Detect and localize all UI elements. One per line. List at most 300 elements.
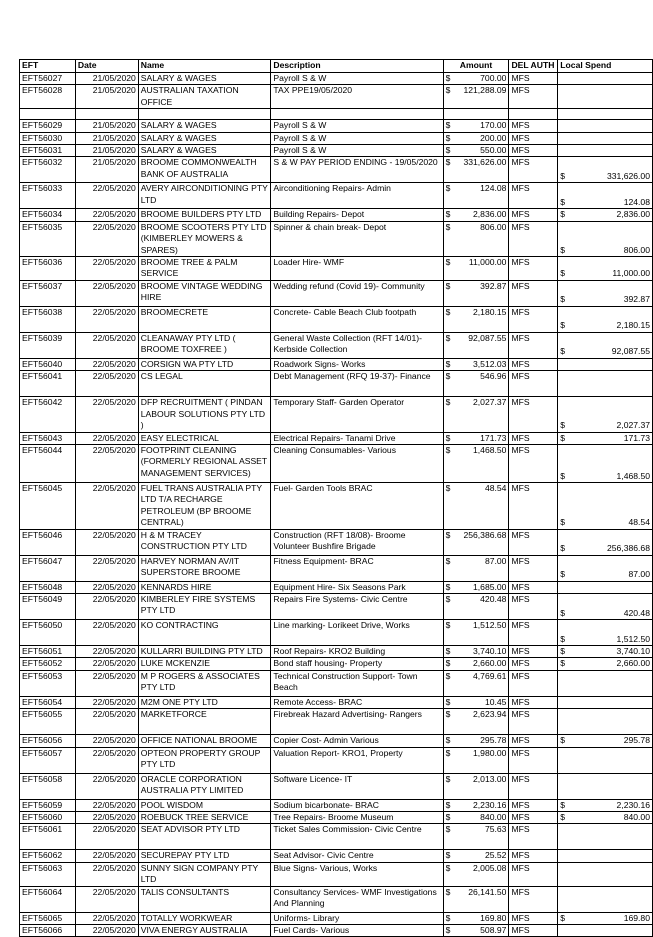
cell-amount <box>443 120 509 132</box>
currency-symbol: $ <box>560 420 566 431</box>
currency-symbol: $ <box>560 346 566 357</box>
table-row <box>20 444 653 482</box>
currency-symbol: $ <box>445 824 451 835</box>
currency-symbol: $ <box>445 257 451 268</box>
local-spend-value: 2,027.37 <box>616 420 650 431</box>
header-amount: Amount <box>443 60 509 73</box>
cell-name: SALARY & WAGES <box>138 120 271 132</box>
amount-value: 392.87 <box>480 280 507 291</box>
cell-eft: EFT56056 <box>20 735 76 747</box>
cell-name: ORACLE CORPORATION AUSTRALIA PTY LIMITED <box>138 773 271 799</box>
cell-eft: EFT56033 <box>20 183 76 209</box>
cell-description: Loader Hire- WMF <box>271 257 443 281</box>
cell-name: TALIS CONSULTANTS <box>138 886 271 912</box>
table-row <box>20 529 653 555</box>
amount-value: 87.00 <box>484 555 507 566</box>
currency-symbol: $ <box>445 645 451 656</box>
cell-eft: EFT56065 <box>20 912 76 924</box>
local-spend-value: 331,626.00 <box>606 171 650 182</box>
cell-del-auth <box>509 109 558 120</box>
cell-name: BROOME SCOOTERS PTY LTD (KIMBERLEY MOWERS & SPARES) <box>138 221 271 256</box>
cell-local-spend <box>558 157 653 183</box>
table-row <box>20 850 653 862</box>
cell-amount <box>443 157 509 183</box>
cell-eft: EFT56049 <box>20 593 76 619</box>
cell-date: 22/05/2020 <box>75 645 138 657</box>
cell-description: Construction (RFT 18/08)- Broome Volunteer Bushfire Brigade <box>271 529 443 555</box>
cell-name: OPTEON PROPERTY GROUP PTY LTD <box>138 747 271 773</box>
table-row <box>20 593 653 619</box>
cell-name: CORSIGN WA PTY LTD <box>138 358 271 370</box>
cell-name: EASY ELECTRICAL <box>138 432 271 444</box>
currency-symbol: $ <box>445 397 451 408</box>
cell-eft: EFT56037 <box>20 280 76 306</box>
currency-symbol: $ <box>560 735 566 746</box>
cell-amount <box>443 73 509 85</box>
cell-date: 22/05/2020 <box>75 221 138 256</box>
currency-symbol: $ <box>445 850 451 861</box>
table-row <box>20 747 653 773</box>
cell-date: 22/05/2020 <box>75 555 138 581</box>
amount-value: 75.63 <box>484 824 507 835</box>
cell-description: Ticket Sales Commission- Civic Centre <box>271 824 443 850</box>
cell-date: 22/05/2020 <box>75 257 138 281</box>
currency-symbol: $ <box>445 925 451 935</box>
cell-description: Fuel- Garden Tools BRAC <box>271 482 443 529</box>
cell-local-spend <box>558 221 653 256</box>
payments-table <box>19 59 653 937</box>
amount-value: 2,013.00 <box>473 773 507 784</box>
cell-description: Software Licence- IT <box>271 773 443 799</box>
cell-eft: EFT56062 <box>20 850 76 862</box>
currency-symbol: $ <box>560 209 566 220</box>
cell-del-auth: MFS <box>509 886 558 912</box>
cell-date: 22/05/2020 <box>75 332 138 358</box>
local-spend-value: 48.54 <box>628 517 650 528</box>
cell-date: 22/05/2020 <box>75 581 138 593</box>
cell-date: 21/05/2020 <box>75 120 138 132</box>
local-spend-value: 92,087.55 <box>611 346 650 357</box>
amount-value: 92,087.55 <box>468 332 507 343</box>
currency-symbol: $ <box>560 633 566 644</box>
cell-date: 22/05/2020 <box>75 696 138 708</box>
cell-local-spend <box>558 397 653 432</box>
table-row <box>20 183 653 209</box>
cell-del-auth: MFS <box>509 862 558 886</box>
cell-date: 21/05/2020 <box>75 145 138 157</box>
cell-date: 22/05/2020 <box>75 482 138 529</box>
currency-symbol: $ <box>560 607 566 618</box>
cell-del-auth: MFS <box>509 529 558 555</box>
currency-symbol: $ <box>445 73 451 83</box>
table-row <box>20 482 653 529</box>
cell-name: OFFICE NATIONAL BROOME <box>138 735 271 747</box>
cell-date: 22/05/2020 <box>75 280 138 306</box>
cell-eft: EFT56061 <box>20 824 76 850</box>
cell-amount <box>443 358 509 370</box>
cell-description: Uniforms- Library <box>271 912 443 924</box>
cell-eft: EFT56058 <box>20 773 76 799</box>
header-row <box>20 60 653 73</box>
local-spend-value: 11,000.00 <box>612 268 650 279</box>
currency-symbol: $ <box>445 432 451 443</box>
cell-description: Payroll S & W <box>271 120 443 132</box>
cell-eft: EFT56042 <box>20 397 76 432</box>
cell-local-spend <box>558 593 653 619</box>
cell-name: SALARY & WAGES <box>138 132 271 144</box>
table-row <box>20 371 653 397</box>
header-date: Date <box>75 60 138 73</box>
table-row <box>20 358 653 370</box>
cell-local-spend <box>558 658 653 670</box>
currency-symbol: $ <box>445 157 451 168</box>
local-spend-value: 392.87 <box>623 294 650 305</box>
cell-eft: EFT56038 <box>20 306 76 332</box>
local-spend-value: 256,386.68 <box>606 543 650 554</box>
cell-local-spend <box>558 358 653 370</box>
cell-eft: EFT56044 <box>20 444 76 482</box>
currency-symbol: $ <box>445 221 451 232</box>
header-name: Name <box>138 60 271 73</box>
amount-value: 1,980.00 <box>473 747 507 758</box>
cell-local-spend <box>558 747 653 773</box>
cell-amount <box>443 735 509 747</box>
amount-value: 25.52 <box>484 850 507 861</box>
cell-amount <box>443 619 509 645</box>
amount-value: 2,230.16 <box>473 799 507 810</box>
cell-local-spend <box>558 209 653 221</box>
table-row <box>20 696 653 708</box>
cell-date: 22/05/2020 <box>75 432 138 444</box>
currency-symbol: $ <box>560 658 566 669</box>
cell-date: 22/05/2020 <box>75 886 138 912</box>
cell-local-spend <box>558 482 653 529</box>
cell-local-spend <box>558 132 653 144</box>
cell-del-auth: MFS <box>509 824 558 850</box>
amount-value: 2,005.08 <box>473 862 507 873</box>
table-row <box>20 773 653 799</box>
cell-del-auth: MFS <box>509 358 558 370</box>
cell-eft: EFT56029 <box>20 120 76 132</box>
currency-symbol: $ <box>445 555 451 566</box>
table-row <box>20 157 653 183</box>
currency-symbol: $ <box>560 244 566 255</box>
cell-eft: EFT56035 <box>20 221 76 256</box>
cell-local-spend <box>558 850 653 862</box>
table-row <box>20 581 653 593</box>
cell-eft: EFT56043 <box>20 432 76 444</box>
amount-value: 1,685.00 <box>473 581 507 592</box>
cell-name: FUEL TRANS AUSTRALIA PTY LTD T/A RECHARGE PETROLEUM (BP BROOME CENTRAL) <box>138 482 271 529</box>
amount-value: 840.00 <box>480 811 507 822</box>
currency-symbol: $ <box>445 747 451 758</box>
cell-name: TOTALLY WORKWEAR <box>138 912 271 924</box>
local-spend-value: 1,512.50 <box>616 633 650 644</box>
amount-value: 2,660.00 <box>473 658 507 669</box>
cell-name <box>138 109 271 120</box>
cell-description: Fitness Equipment- BRAC <box>271 555 443 581</box>
header-del-auth: DEL AUTH <box>509 60 558 73</box>
cell-name: M P ROGERS & ASSOCIATES PTY LTD <box>138 670 271 696</box>
table-row <box>20 209 653 221</box>
cell-name: KIMBERLEY FIRE SYSTEMS PTY LTD <box>138 593 271 619</box>
cell-del-auth: MFS <box>509 709 558 735</box>
currency-symbol: $ <box>560 811 566 822</box>
cell-del-auth: MFS <box>509 221 558 256</box>
cell-amount <box>443 886 509 912</box>
cell-name: VIVA ENERGY AUSTRALIA <box>138 925 271 937</box>
cell-del-auth: MFS <box>509 120 558 132</box>
cell-del-auth: MFS <box>509 670 558 696</box>
currency-symbol: $ <box>445 529 451 540</box>
cell-description: Cleaning Consumables- Various <box>271 444 443 482</box>
currency-symbol: $ <box>445 709 451 720</box>
cell-name: CS LEGAL <box>138 371 271 397</box>
cell-description: Concrete- Cable Beach Club footpath <box>271 306 443 332</box>
cell-amount <box>443 799 509 811</box>
currency-symbol: $ <box>445 371 451 382</box>
local-spend-value: 840.00 <box>623 811 650 822</box>
cell-local-spend <box>558 109 653 120</box>
amount-value: 121,288.09 <box>463 85 507 96</box>
cell-eft: EFT56057 <box>20 747 76 773</box>
currency-symbol: $ <box>445 670 451 681</box>
table-row <box>20 886 653 912</box>
cell-local-spend <box>558 709 653 735</box>
currency-symbol: $ <box>445 145 451 156</box>
currency-symbol: $ <box>560 799 566 810</box>
cell-eft: EFT56030 <box>20 132 76 144</box>
currency-symbol: $ <box>445 306 451 317</box>
cell-eft: EFT56046 <box>20 529 76 555</box>
cell-description: Tree Repairs- Broome Museum <box>271 811 443 823</box>
cell-eft: EFT56053 <box>20 670 76 696</box>
cell-date <box>75 109 138 120</box>
cell-description: Fuel Cards- Various <box>271 925 443 937</box>
local-spend-value: 3,740.10 <box>616 645 650 656</box>
amount-value: 806.00 <box>480 221 507 232</box>
currency-symbol: $ <box>560 517 566 528</box>
cell-date: 22/05/2020 <box>75 747 138 773</box>
amount-value: 124.08 <box>480 183 507 194</box>
cell-del-auth: MFS <box>509 619 558 645</box>
amount-value: 331,626.00 <box>463 157 507 168</box>
cell-local-spend <box>558 581 653 593</box>
cell-amount <box>443 850 509 862</box>
cell-name: BROOME TREE & PALM SERVICE <box>138 257 271 281</box>
amount-value: 200.00 <box>480 132 507 143</box>
cell-name: AUSTRALIAN TAXATION OFFICE <box>138 85 271 109</box>
table-row <box>20 555 653 581</box>
table-row <box>20 120 653 132</box>
cell-description: Firebreak Hazard Advertising- Rangers <box>271 709 443 735</box>
currency-symbol: $ <box>445 482 451 493</box>
cell-local-spend <box>558 862 653 886</box>
currency-symbol: $ <box>560 294 566 305</box>
currency-symbol: $ <box>445 120 451 131</box>
cell-local-spend <box>558 332 653 358</box>
amount-value: 546.96 <box>480 371 507 382</box>
amount-value: 420.48 <box>480 593 507 604</box>
cell-date: 22/05/2020 <box>75 824 138 850</box>
cell-amount <box>443 555 509 581</box>
cell-date: 22/05/2020 <box>75 773 138 799</box>
currency-symbol: $ <box>560 197 566 208</box>
table-row <box>20 824 653 850</box>
currency-symbol: $ <box>445 886 451 897</box>
cell-date: 22/05/2020 <box>75 925 138 937</box>
cell-description: Equipment Hire- Six Seasons Park <box>271 581 443 593</box>
currency-symbol: $ <box>560 470 566 481</box>
cell-amount <box>443 444 509 482</box>
cell-date: 22/05/2020 <box>75 593 138 619</box>
cell-description: Building Repairs- Depot <box>271 209 443 221</box>
cell-name: LUKE MCKENZIE <box>138 658 271 670</box>
cell-local-spend <box>558 280 653 306</box>
local-spend-value: 124.08 <box>623 197 650 208</box>
local-spend-value: 171.73 <box>623 432 650 443</box>
amount-value: 48.54 <box>484 482 507 493</box>
cell-del-auth: MFS <box>509 209 558 221</box>
amount-value: 171.73 <box>480 432 507 443</box>
cell-local-spend <box>558 85 653 109</box>
cell-description: Electrical Repairs- Tanami Drive <box>271 432 443 444</box>
cell-local-spend <box>558 529 653 555</box>
cell-date: 22/05/2020 <box>75 799 138 811</box>
currency-symbol: $ <box>445 581 451 592</box>
cell-amount <box>443 658 509 670</box>
cell-del-auth: MFS <box>509 925 558 937</box>
cell-local-spend <box>558 925 653 937</box>
cell-local-spend <box>558 306 653 332</box>
amount-value: 2,180.15 <box>473 306 507 317</box>
cell-eft: EFT56064 <box>20 886 76 912</box>
cell-eft: EFT56052 <box>20 658 76 670</box>
cell-amount <box>443 709 509 735</box>
cell-description: Temporary Staff- Garden Operator <box>271 397 443 432</box>
cell-amount <box>443 145 509 157</box>
currency-symbol: $ <box>445 658 451 669</box>
cell-date: 22/05/2020 <box>75 358 138 370</box>
cell-name: SUNNY SIGN COMPANY PTY LTD <box>138 862 271 886</box>
cell-eft: EFT56041 <box>20 371 76 397</box>
table-row <box>20 709 653 735</box>
cell-eft: EFT56054 <box>20 696 76 708</box>
cell-amount <box>443 824 509 850</box>
cell-date: 22/05/2020 <box>75 209 138 221</box>
cell-local-spend <box>558 145 653 157</box>
cell-del-auth: MFS <box>509 645 558 657</box>
cell-eft: EFT56066 <box>20 925 76 937</box>
cell-name: MARKETFORCE <box>138 709 271 735</box>
cell-description: Technical Construction Support- Town Beach <box>271 670 443 696</box>
cell-del-auth: MFS <box>509 145 558 157</box>
cell-del-auth: MFS <box>509 735 558 747</box>
table-row <box>20 735 653 747</box>
currency-symbol: $ <box>445 811 451 822</box>
cell-local-spend <box>558 371 653 397</box>
amount-value: 700.00 <box>480 73 507 83</box>
cell-name: BROOME VINTAGE WEDDING HIRE <box>138 280 271 306</box>
table-row <box>20 658 653 670</box>
cell-description: S & W PAY PERIOD ENDING - 19/05/2020 <box>271 157 443 183</box>
cell-amount <box>443 332 509 358</box>
cell-date: 22/05/2020 <box>75 670 138 696</box>
cell-amount <box>443 581 509 593</box>
amount-value: 508.97 <box>480 925 507 935</box>
cell-local-spend <box>558 886 653 912</box>
table-row <box>20 85 653 109</box>
currency-symbol: $ <box>445 912 451 923</box>
currency-symbol: $ <box>445 332 451 343</box>
currency-symbol: $ <box>445 280 451 291</box>
cell-amount <box>443 862 509 886</box>
cell-eft: EFT56028 <box>20 85 76 109</box>
amount-value: 170.00 <box>480 120 507 131</box>
cell-description <box>271 109 443 120</box>
cell-local-spend <box>558 444 653 482</box>
local-spend-value: 2,836.00 <box>616 209 650 220</box>
cell-eft: EFT56045 <box>20 482 76 529</box>
cell-amount <box>443 925 509 937</box>
cell-date: 22/05/2020 <box>75 709 138 735</box>
cell-del-auth: MFS <box>509 306 558 332</box>
cell-date: 22/05/2020 <box>75 619 138 645</box>
cell-description: Consultancy Services- WMF Investigations And Planning <box>271 886 443 912</box>
header-eft: EFT <box>20 60 76 73</box>
cell-date: 22/05/2020 <box>75 306 138 332</box>
cell-del-auth: MFS <box>509 799 558 811</box>
cell-amount <box>443 85 509 109</box>
cell-del-auth: MFS <box>509 183 558 209</box>
cell-description: Remote Access- BRAC <box>271 696 443 708</box>
cell-local-spend <box>558 619 653 645</box>
table-row <box>20 645 653 657</box>
local-spend-value: 169.80 <box>623 912 650 923</box>
amount-value: 11,000.00 <box>468 257 507 268</box>
cell-del-auth: MFS <box>509 397 558 432</box>
cell-eft: EFT56031 <box>20 145 76 157</box>
cell-del-auth: MFS <box>509 482 558 529</box>
cell-local-spend <box>558 257 653 281</box>
cell-date: 22/05/2020 <box>75 371 138 397</box>
amount-value: 256,386.68 <box>463 529 507 540</box>
cell-description: Valuation Report- KRO1, Property <box>271 747 443 773</box>
cell-local-spend <box>558 773 653 799</box>
amount-value: 2,836.00 <box>473 209 507 220</box>
cell-amount <box>443 811 509 823</box>
cell-del-auth: MFS <box>509 85 558 109</box>
local-spend-value: 806.00 <box>623 244 650 255</box>
local-spend-value: 295.78 <box>623 735 650 746</box>
amount-value: 295.78 <box>480 735 507 746</box>
table-row <box>20 73 653 85</box>
currency-symbol: $ <box>445 358 451 369</box>
cell-name: SECUREPAY PTY LTD <box>138 850 271 862</box>
amount-value: 169.80 <box>480 912 507 923</box>
cell-description: Roadwork Signs- Works <box>271 358 443 370</box>
table-row <box>20 862 653 886</box>
header-local-spend: Local Spend <box>558 60 653 73</box>
cell-amount <box>443 482 509 529</box>
table-row <box>20 280 653 306</box>
cell-eft: EFT56040 <box>20 358 76 370</box>
cell-date: 21/05/2020 <box>75 73 138 85</box>
cell-description: Debt Management (RFQ 19-37)- Finance <box>271 371 443 397</box>
cell-del-auth: MFS <box>509 811 558 823</box>
cell-eft: EFT56032 <box>20 157 76 183</box>
cell-del-auth: MFS <box>509 73 558 85</box>
